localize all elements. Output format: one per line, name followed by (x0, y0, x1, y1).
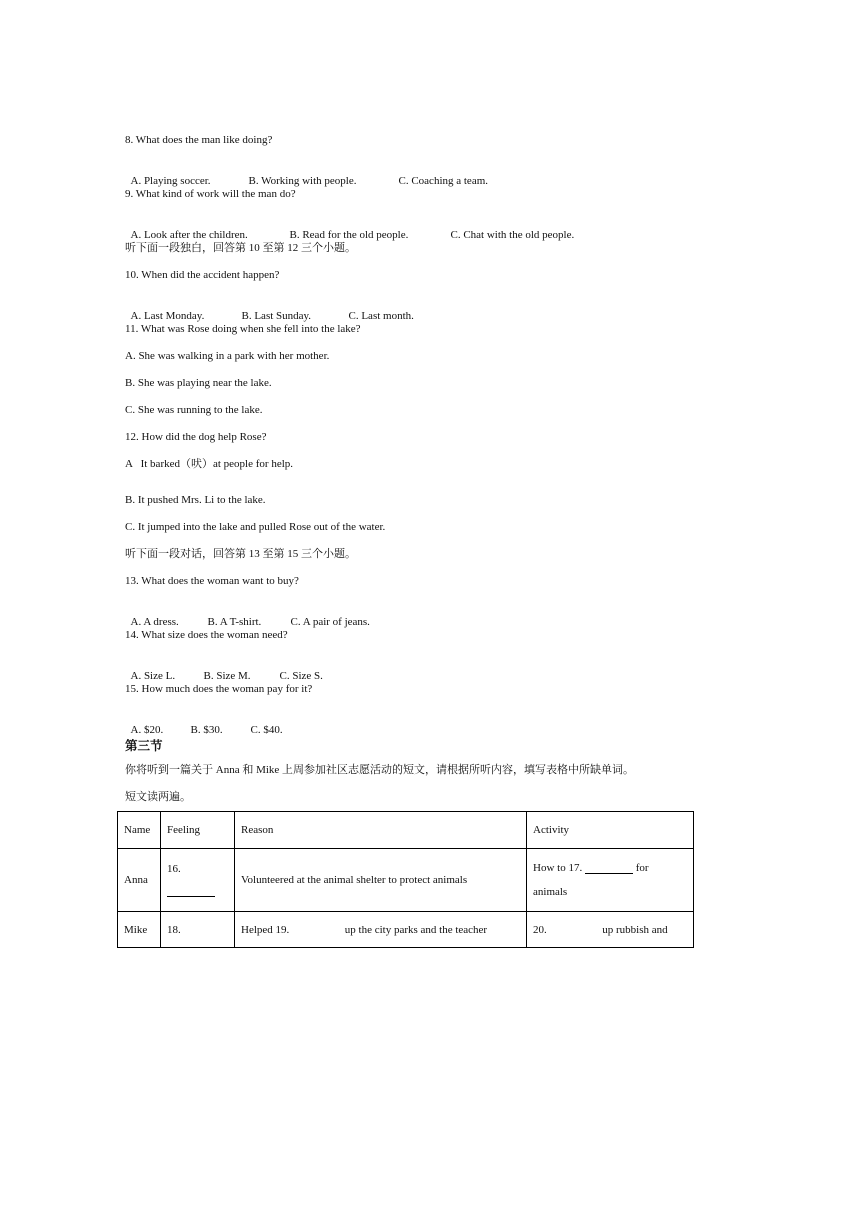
table-header-row (118, 812, 694, 849)
header-reason: Reason (235, 812, 527, 849)
header-activity: Activity (527, 812, 694, 849)
table-row (118, 849, 694, 912)
option-c: C. A pair of jeans. (290, 616, 370, 628)
option-b: B. Read for the old people. (289, 229, 409, 241)
question-11-option-a: A. She was walking in a park with her mother. (125, 350, 330, 362)
question-10-stem: 10. When did the accident happen? (125, 269, 280, 281)
question-14-options (125, 655, 323, 683)
question-13-stem: 13. What does the woman want to buy? (125, 575, 299, 587)
option-b: B. A T-shirt. (207, 616, 262, 628)
question-8-options (125, 160, 488, 188)
activity-prefix: How to 17. (533, 862, 583, 874)
cell-reason: Volunteered at the animal shelter to protect animals (235, 849, 527, 912)
option-c: C. Chat with the old people. (450, 229, 575, 241)
question-11-option-c: C. She was running to the lake. (125, 404, 263, 416)
option-a: A. Last Monday. (130, 310, 205, 322)
option-a: A. A dress. (130, 616, 179, 628)
question-12-option-b: B. It pushed Mrs. Li to the lake. (125, 494, 266, 506)
question-12-option-a: A It barked（吠）at people for help. (125, 458, 294, 470)
cell-name: Mike (118, 912, 161, 948)
header-feeling: Feeling (161, 812, 235, 849)
question-number: 16. (167, 863, 181, 875)
option-a: A. Size L. (130, 670, 176, 682)
option-c: C. Last month. (348, 310, 414, 322)
question-15-options (125, 709, 283, 737)
option-c: C. Coaching a team. (398, 175, 489, 187)
option-c: C. Size S. (279, 670, 323, 682)
instruction-10-12: 听下面一段独白，回答第 10 至第 12 三个小题。 (125, 242, 356, 254)
option-a: A. Playing soccer. (130, 175, 211, 187)
activity-suffix: up rubbish and (602, 923, 668, 936)
header-name: Name (118, 812, 161, 849)
reason-prefix: Helped 19. (241, 923, 290, 936)
option-b: B. Size M. (203, 670, 251, 682)
reason-suffix: up the city parks and the teacher (344, 923, 488, 936)
answer-blank[interactable] (167, 885, 228, 897)
question-11-option-b: B. She was playing near the lake. (125, 377, 272, 389)
question-9-stem: 9. What kind of work will the man do? (125, 188, 296, 200)
cell-reason (235, 912, 527, 948)
activity-line-1 (533, 862, 687, 874)
section-instruction-repeat: 短文读两遍。 (125, 791, 191, 803)
question-9-options (125, 214, 574, 242)
table-row (118, 912, 694, 948)
option-b: B. Working with people. (248, 175, 357, 187)
question-8-stem: 8. What does the man like doing? (125, 134, 273, 146)
cell-name: Anna (118, 849, 161, 912)
question-15-stem: 15. How much does the woman pay for it? (125, 683, 313, 695)
option-b: B. $30. (190, 724, 223, 736)
section-heading: 第三节 (125, 738, 163, 753)
question-14-stem: 14. What size does the woman need? (125, 629, 288, 641)
fill-in-table (117, 811, 694, 948)
cell-feeling: 18. (161, 912, 235, 948)
activity-prefix: 20. (533, 923, 547, 936)
instruction-13-15: 听下面一段对话，回答第 13 至第 15 三个小题。 (125, 548, 356, 560)
question-13-options (125, 601, 370, 629)
question-10-options (125, 295, 414, 323)
option-a: A. $20. (130, 724, 164, 736)
option-b: B. Last Sunday. (241, 310, 312, 322)
question-12-option-c: C. It jumped into the lake and pulled Rose out of the water. (125, 521, 386, 533)
cell-activity (527, 849, 694, 912)
activity-line-2: animals (533, 886, 568, 898)
option-c: C. $40. (250, 724, 283, 736)
option-a: A. Look after the children. (130, 229, 248, 241)
cell-feeling (161, 849, 235, 912)
answer-blank[interactable] (585, 862, 633, 874)
activity-suffix: for (635, 862, 649, 874)
question-12-stem: 12. How did the dog help Rose? (125, 431, 267, 443)
section-instruction: 你将听到一篇关于 Anna 和 Mike 上周参加社区志愿活动的短文，请根据所听内容，填写表格中所缺单词。 (125, 764, 635, 776)
cell-activity (527, 912, 694, 948)
question-11-stem: 11. What was Rose doing when she fell into the lake? (125, 323, 361, 335)
